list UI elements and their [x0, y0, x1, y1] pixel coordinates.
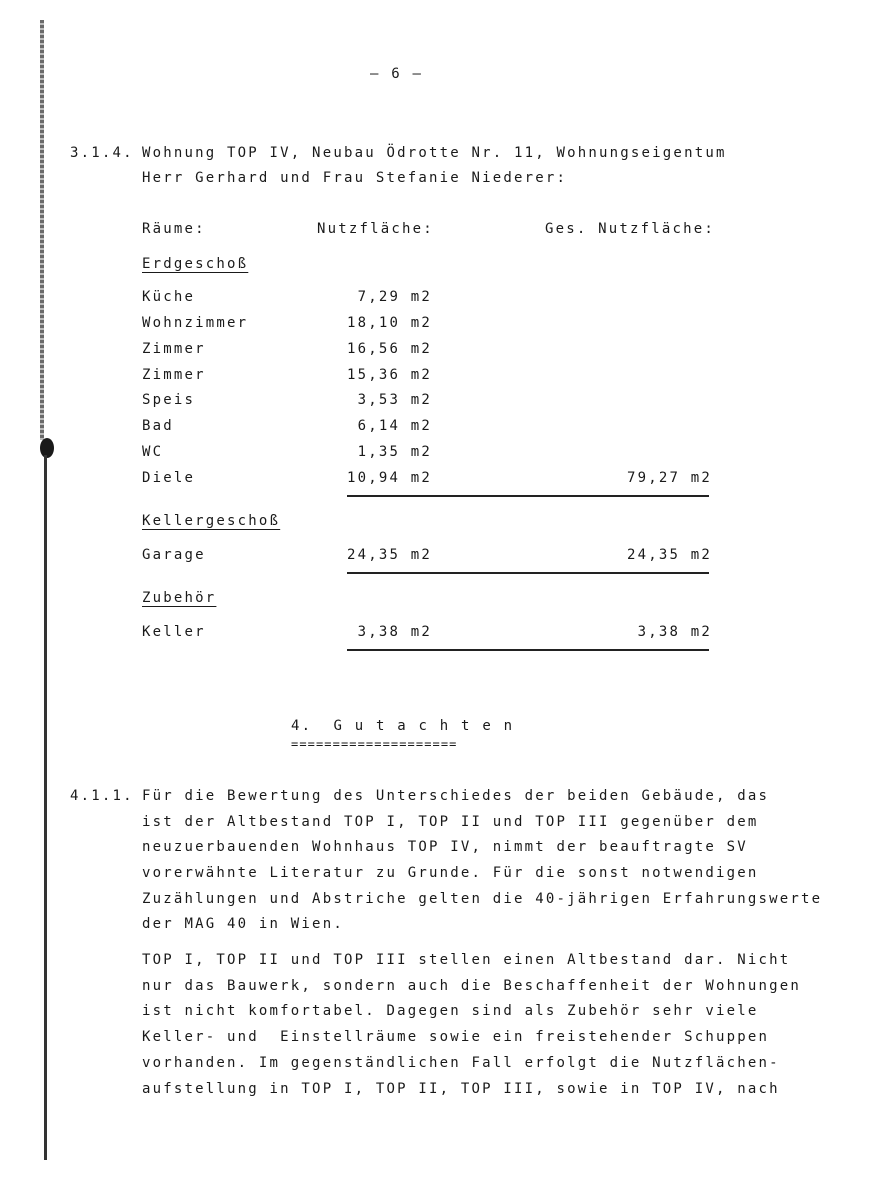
sum-rule	[347, 495, 709, 497]
paragraph-line: vorhanden. Im gegenständlichen Fall erfolgt die Nutzflächen-	[142, 1055, 780, 1071]
room-name: Garage	[142, 547, 206, 563]
room-name: Küche	[142, 289, 196, 305]
room-name: Diele	[142, 470, 196, 486]
room-area: 3,53 m2	[357, 392, 432, 408]
room-area: 24,35 m2	[346, 547, 432, 563]
punch-hole	[40, 438, 54, 458]
paragraph-line: der MAG 40 in Wien.	[142, 916, 344, 932]
column-header-area: Nutzfläche:	[317, 221, 434, 237]
floor-heading: Zubehör	[142, 590, 217, 606]
paragraph-line: ist nicht komfortabel. Dagegen sind als Zubehör sehr viele	[142, 1003, 759, 1019]
total-area: 3,38 m2	[637, 624, 712, 640]
column-header-total-area: Ges. Nutzfläche:	[545, 221, 716, 237]
section-title: 4. G u t a c h t e n	[291, 718, 515, 734]
total-area: 79,27 m2	[626, 470, 712, 486]
column-header-rooms: Räume:	[142, 221, 206, 237]
sum-rule	[347, 572, 709, 574]
room-name: Bad	[142, 418, 174, 434]
floor-heading: Erdgeschoß	[142, 256, 249, 272]
room-area: 15,36 m2	[346, 367, 432, 383]
paragraph-line: Keller- und Einstellräume sowie ein freistehender Schuppen	[142, 1029, 770, 1045]
paragraph-line: Zuzählungen und Abstriche gelten die 40-jährigen Erfahrungswerte	[142, 891, 823, 907]
room-area: 6,14 m2	[357, 418, 432, 434]
binding-edge	[40, 20, 44, 440]
room-area: 1,35 m2	[357, 444, 432, 460]
room-name: WC	[142, 444, 164, 460]
section-heading-line: Wohnung TOP IV, Neubau Ödrotte Nr. 11, Wohnungseigentum	[142, 145, 727, 161]
sum-rule	[347, 649, 709, 651]
room-area: 7,29 m2	[357, 289, 432, 305]
paragraph-line: ist der Altbestand TOP I, TOP II und TOP III gegenüber dem	[142, 814, 759, 830]
paragraph-line: nur das Bauwerk, sondern auch die Beschaffenheit der Wohnungen	[142, 978, 801, 994]
paragraph-line: aufstellung in TOP I, TOP II, TOP III, sowie in TOP IV, nach	[142, 1081, 780, 1097]
room-area: 18,10 m2	[346, 315, 432, 331]
section-heading-line: Herr Gerhard und Frau Stefanie Niederer:	[142, 170, 568, 186]
room-area: 3,38 m2	[357, 624, 432, 640]
floor-heading: Kellergeschoß	[142, 513, 281, 529]
section-title-underline: ====================	[291, 737, 458, 751]
room-name: Zimmer	[142, 367, 206, 383]
paragraph-line: neuzuerbauenden Wohnhaus TOP IV, nimmt der beauftragte SV	[142, 839, 748, 855]
paragraph-line: Für die Bewertung des Unterschiedes der beiden Gebäude, das	[142, 788, 770, 804]
total-area: 24,35 m2	[626, 547, 712, 563]
paragraph-line: vorerwähnte Literatur zu Grunde. Für die sonst notwendigen	[142, 865, 759, 881]
paragraph-line: TOP I, TOP II und TOP III stellen einen Altbestand dar. Nicht	[142, 952, 791, 968]
section-number: 4.1.1.	[70, 788, 134, 804]
binding-edge-lower	[44, 455, 47, 1160]
room-name: Wohnzimmer	[142, 315, 249, 331]
room-name: Speis	[142, 392, 196, 408]
room-name: Keller	[142, 624, 206, 640]
room-area: 10,94 m2	[346, 470, 432, 486]
room-name: Zimmer	[142, 341, 206, 357]
room-area: 16,56 m2	[346, 341, 432, 357]
section-number: 3.1.4.	[70, 145, 134, 161]
page-number: – 6 –	[370, 66, 424, 82]
